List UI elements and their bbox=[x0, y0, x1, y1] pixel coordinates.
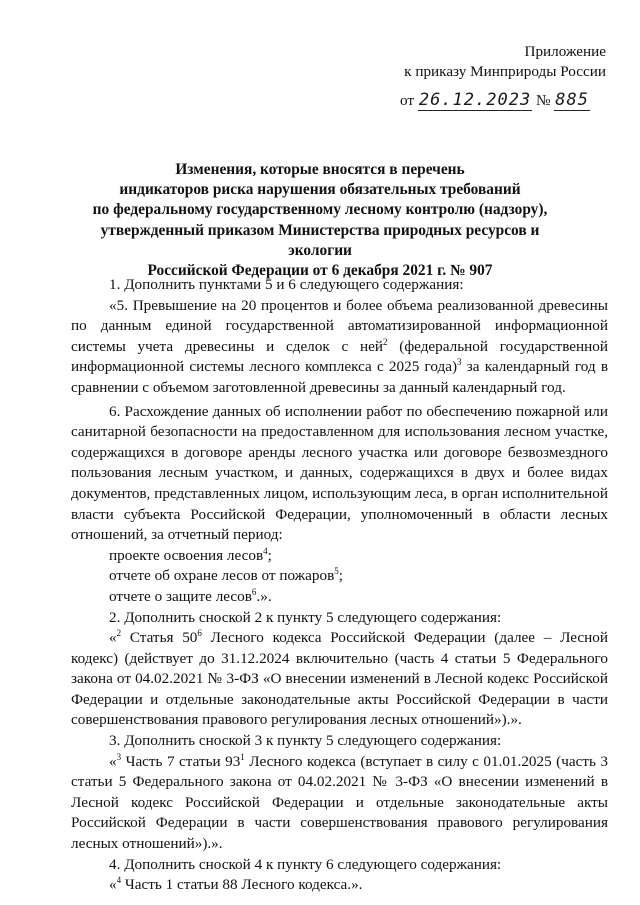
handwritten-number: 885 bbox=[555, 90, 589, 110]
appendix-block bbox=[404, 42, 606, 82]
text-run: «5. Превышение на 20 процентов и более объема реализованной древесины по данным единой государственной автоматизированной информационной системы учета древесины и сделок с ней bbox=[71, 296, 608, 355]
paragraph-2: 2. Дополнить сноской 2 к пункту 5 следующего содержания: bbox=[109, 608, 502, 626]
text-run: ; bbox=[338, 567, 344, 585]
footnote-mark: 4 bbox=[116, 875, 122, 886]
footnote-mark: 3 bbox=[457, 357, 462, 368]
title-line: по федеральному государственному лесному контролю (надзору), bbox=[92, 201, 548, 219]
footnote-mark: 5 bbox=[334, 566, 339, 577]
handwritten-date: 26.12.2023 bbox=[418, 90, 532, 110]
appendix-label: Приложение bbox=[524, 43, 606, 60]
title-line: индикаторов риска нарушения обязательных требований bbox=[119, 181, 521, 199]
footnote-3-text bbox=[71, 752, 608, 855]
list-item bbox=[71, 587, 608, 608]
text-run: Статья 50 bbox=[121, 629, 198, 647]
footnote-mark: 2 bbox=[116, 628, 122, 639]
text-run: « bbox=[109, 752, 117, 770]
title-line: Изменения, которые вносятся в перечень bbox=[175, 161, 465, 178]
text-run: « bbox=[109, 629, 117, 647]
order-date-number bbox=[400, 90, 590, 110]
order-reference: к приказу Минприроды России bbox=[404, 63, 606, 80]
text-run: « bbox=[109, 876, 117, 894]
paragraph-point-5 bbox=[71, 296, 608, 399]
text-run: Часть 7 статьи 93 bbox=[121, 752, 241, 770]
footnote-4-text bbox=[71, 875, 608, 896]
title-line: Российской Федерации от 6 декабря 2021 г. № 907 bbox=[147, 262, 493, 280]
text-run: проекте освоения лесов bbox=[109, 546, 264, 564]
footnote-mark: 3 bbox=[116, 751, 122, 762]
footnote-mark: 6 bbox=[251, 586, 257, 597]
document-body bbox=[71, 275, 608, 896]
document-title bbox=[70, 160, 570, 281]
text-run: ; bbox=[267, 546, 272, 564]
paragraph-point-6: 6. Расхождение данных об исполнении работ по обеспечению пожарной или санитарной безопасности на предоставленном для использования лесном участке, содержащихся в договоре аренды лесного участка или договоре безвозмездного пользования лесным участком, и данных, содержащихся в двух и более видах документов, представленных лицом, использующим леса, в орган исполнительной власти субъекта Российской Федерации, уполномоченный в области лесных отношений, за отчетный период: bbox=[71, 402, 608, 544]
text-run: .». bbox=[256, 587, 272, 605]
paragraph-1: 1. Дополнить пунктами 5 и 6 следующего содержания: bbox=[109, 276, 464, 293]
footnote-mark: 6 bbox=[197, 628, 202, 639]
title-line: утвержденный приказом Министерства природных ресурсов и экологии bbox=[100, 221, 540, 259]
footnote-mark: 2 bbox=[383, 336, 388, 347]
date-prefix: от bbox=[400, 92, 415, 109]
list-item bbox=[71, 546, 608, 567]
paragraph-3: 3. Дополнить сноской 3 к пункту 5 следующего содержания: bbox=[109, 732, 502, 750]
text-run: (федеральной государственной информационной системы лесного комплекса с 2025 года) bbox=[71, 337, 608, 376]
text-run: за календарный год в сравнении с объемом заготовленной древесины за данный календарный год. bbox=[71, 358, 608, 396]
footnote-mark: 1 bbox=[240, 751, 245, 762]
number-prefix: № bbox=[535, 92, 551, 109]
paragraph-4: 4. Дополнить сноской 4 к пункту 6 следующего содержания: bbox=[109, 855, 502, 873]
text-run: Лесного кодекса Российской Федерации (далее – Лесной кодекс) (действует до 31.12.2024 включительно (часть 4 статьи 5 Федерального закона от 04.02.2021 № 3-ФЗ «О внесении изменений в Лесной кодекс Российской Федерации и отдельные законодательные акты Российской Федерации в части совершенствования правового регулирования лесных отношений»).». bbox=[71, 629, 608, 729]
footnote-2-text bbox=[71, 628, 608, 731]
footnote-mark: 4 bbox=[263, 545, 268, 556]
text-run: отчете о защите лесов bbox=[109, 587, 252, 605]
text-run: Часть 1 статьи 88 Лесного кодекса.». bbox=[121, 876, 363, 894]
text-run: отчете об охране лесов от пожаров bbox=[109, 567, 335, 585]
text-run: Лесного кодекса (вступает в силу с 01.01.2025 (часть 3 статьи 5 Федерального закона от 04.02.2021 № 3-ФЗ «О внесении изменений в Лесной кодекс Российской Федерации и отдельные законодательные акты Российской Федерации в части совершенствования правового регулирования лесных отношений»).». bbox=[71, 752, 608, 853]
list-item bbox=[71, 566, 608, 587]
